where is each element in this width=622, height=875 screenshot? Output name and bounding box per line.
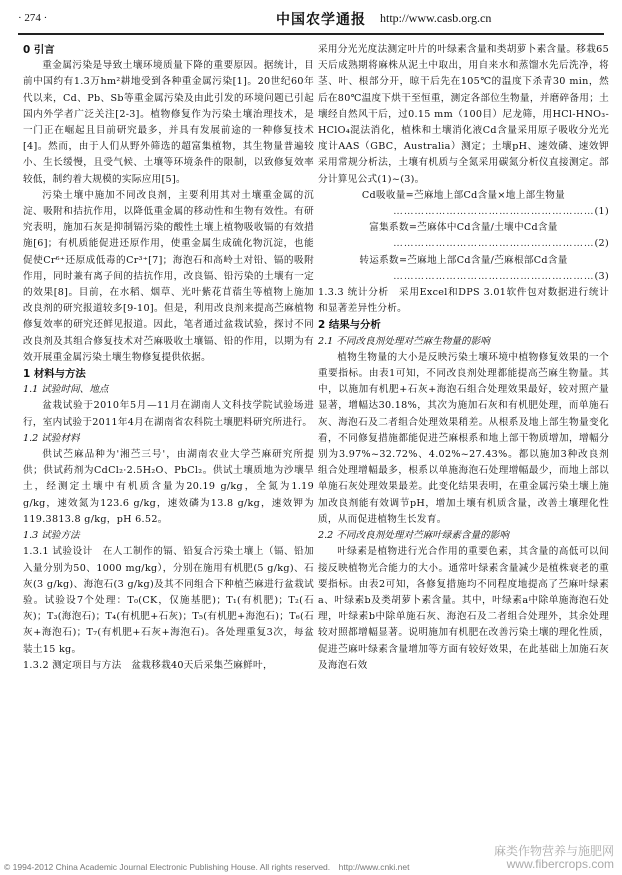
paragraph: 1.3.3 统计分析 采用Excel和DPS 3.01软件包对数据进行统计和显著差异性分析。 <box>318 287 609 315</box>
page-header <box>18 8 604 32</box>
watermark-title: 麻类作物营养与施肥网 <box>493 844 614 858</box>
paragraph: 重金属污染是导致土壤环境质量下降的重要原因。据统计，目前中国约有1.3万hm²耕地受到各种重金属污染[1]。20世纪60年代以来，Cd、Pb、Sb等重金属污染及由此引发的环境问题已引起国内外学者广泛关注[2-3]。植物修复作为污染土壤治理技术，是一门正在崛起且目前研究最多，并具有发展前途的一种修复技术[4]。然而，由于人们从野外筛选的超富集植物，其生物量普遍较小、生长缓慢，且受气候、土壤等环境条件的限制，以致修复效率较低，制约着大规模的实际应用[5]。 <box>23 60 314 185</box>
copyright-footer: © 1994-2012 China Academic Journal Electronic Publishing House. All rights reserved. http://www.cnki.net <box>4 862 410 872</box>
watermark-url: www.fibercrops.com <box>506 857 614 871</box>
paragraph: 采用分光光度法测定叶片的叶绿素含量和类胡萝卜素含量。移栽65天后成熟期将麻株从泥土中取出，用自来水和蒸馏水先后洗净，将茎、叶、根部分开，晾干后先在105℃的温度下杀青30 min，然后在80℃温度下烘干至恒重，测定各部位生物量，并磨碎备用；土壤经自然风干后，过0.15 mm（100目）尼龙筛，用HCl-HNO₃-HClO₄混法消化，植株和土壤消化液Cd含量采用原子吸收分光光度计AAS（GBC，Australia）测定；土壤pH、速效磷、速效钾采用常规分析法，土壤有机质与全氮采用碳氮分析仪直接测定。部分计算见公式(1)~(3)。 <box>318 44 609 185</box>
right-column <box>318 42 609 674</box>
subsection-heading: 2.2 不同改良剂处理对苎麻叶绿素含量的影响 <box>318 530 509 542</box>
formula-1: Cd吸收量=苎麻地上部Cd含量×地上部生物量 <box>361 189 566 201</box>
paragraph: 1.3.1 试验设计 在人工制作的镉、铅复合污染土壤上（镉、铅加入量分别为50、1000 mg/kg），分别在施用有机肥(5 g/kg)、石灰(3 g/kg)、海泡石(3 g/kg)及其不同组合下种植苎麻进行盆栽试验。试验设7个处理：T₀(CK，仅施基肥)；T₁(有机肥)；T₂(石灰)；T₃(海泡石)；T₄(有机肥+石灰)；T₅(有机肥+海泡石)；T₆(石灰+海泡石)；T₇(有机肥+石灰+海泡石)。各处理重复3次，每盆装土15 kg。 <box>23 546 314 655</box>
header-rule <box>18 33 604 35</box>
watermark <box>494 845 614 871</box>
left-column <box>23 42 314 674</box>
page-number: · 274 · <box>18 12 48 24</box>
subsection-heading: 1.3 试验方法 <box>23 530 80 542</box>
formula-2: 富集系数=苎麻体中Cd含量/土壤中Cd含量 <box>369 222 558 234</box>
formula-3-number: …………………………………………………(3) <box>393 270 609 282</box>
formula-1-number: …………………………………………………(1) <box>393 206 609 218</box>
paragraph: 污染土壤中施加不同改良剂，主要利用其对土壤重金属的沉淀、吸附和拮抗作用，以降低重金属的移动性和生物有效性。有研究表明，施加石灰是抑制镉污染的酸性土壤上植物吸收镉的有效措施[6]；有机质能促进还原作用，使重金属生成硫化物沉淀，也能促使Cr⁶⁺还原成低毒的Cr³⁺[7]；海泡石和高岭土对铅、镉的吸附作用，同时兼有离子间的拮抗作用，改良镉、铅污染的土壤有一定的效果[8]。目前，在水稻、烟草、光叶紫花苜蓿生等植物上施加改良剂的研究报道较多[9-10]。但是，利用改良剂来提高苎麻植物修复效率的研究还鲜见报道。因此，笔者通过盆栽试验，探讨不同改良剂及其组合修复技术对苎麻吸收土壤镉、铅的作用，以期为有效开展重金属污染土壤生物修复提供依据。 <box>23 189 314 363</box>
journal-name: 中国农学通报 <box>276 12 366 28</box>
subsection-heading: 1.1 试验时间、地点 <box>23 384 109 396</box>
paragraph: 植物生物量的大小是反映污染土壤环境中植物修复效果的一个重要指标。由表1可知，不同改良剂处理都能提高苎麻生物量。其中，以施加有机肥+石灰+海泡石组合处理效果最好，较对照产量显著，增幅达30.18%，其次为施加石灰和有机肥处理，而单施石灰、海泡石及二者组合处理效果稍差。从根系及地上部生物量变化看，不同修复措施都能促进苎麻根系和地上部干物质增加，增幅分别为3.97%~32.72%、4.02%~27.43%。都以施加3种改良剂组合处理增幅最多，根系以单施海泡石处理增幅最少，而地上部以单施石灰处理效果最差。此变化结果表明，在重金属污染土壤上施加改良剂能有效调节pH，增加土壤有机质含量，改善土壤理化性质，从而促进植物生长发育。 <box>318 351 609 525</box>
formula-3: 转运系数=苎麻地上部Cd含量/苎麻根部Cd含量 <box>359 254 568 266</box>
section-heading-methods: 1 材料与方法 <box>23 368 86 381</box>
paragraph: 1.3.2 测定项目与方法 盆栽移栽40天后采集苎麻鲜叶， <box>23 659 273 671</box>
paragraph: 叶绿素是植物进行光合作用的重要色素，其含量的高低可以间接反映植物光合能力的大小。通常叶绿素含量减少是植株衰老的重要指标。由表2可知，各修复措施均不同程度地提高了苎麻叶绿素a、叶绿素b及类胡萝卜素含量。其中，叶绿素a中除单施海泡石处理，叶绿素b中除单施石灰、海泡石及二者组合处理外，其余处理较对照都增幅显著。说明施加有机肥在改善污染土壤的理化性质，促进苎麻叶绿素含量增加等方面有较好效果，在此基础上加施石灰及海泡石效 <box>318 546 609 671</box>
subsection-heading: 1.2 试验材料 <box>23 432 80 444</box>
paragraph: 盆栽试验于2010年5月—11月在湖南人文科技学院试验场进行，室内试验于2011年4月在湖南省农科院土壤肥料研究所进行。 <box>23 400 314 428</box>
section-heading-intro: 0 引言 <box>23 44 55 56</box>
formula-2-number: …………………………………………………(2) <box>393 238 609 250</box>
subsection-heading: 2.1 不同改良剂处理对苎麻生物量的影响 <box>318 335 490 347</box>
section-heading-results: 2 结果与分析 <box>318 319 381 332</box>
paragraph: 供试苎麻品种为'湘苎三号'，由湖南农业大学苎麻研究所提供；供试药剂为CdCl₂·2.5H₂O、PbCl₂。供试土壤质地为沙壤旱土，经测定土壤中有机质含量为20.19 g/kg，全氮为1.19 g/kg，速效氮为123.6 g/kg，速效磷为13.8 g/kg，速效钾为119.3813.8 g/kg，pH 6.52。 <box>23 449 314 525</box>
journal-url[interactable]: http://www.casb.org.cn <box>380 11 492 25</box>
